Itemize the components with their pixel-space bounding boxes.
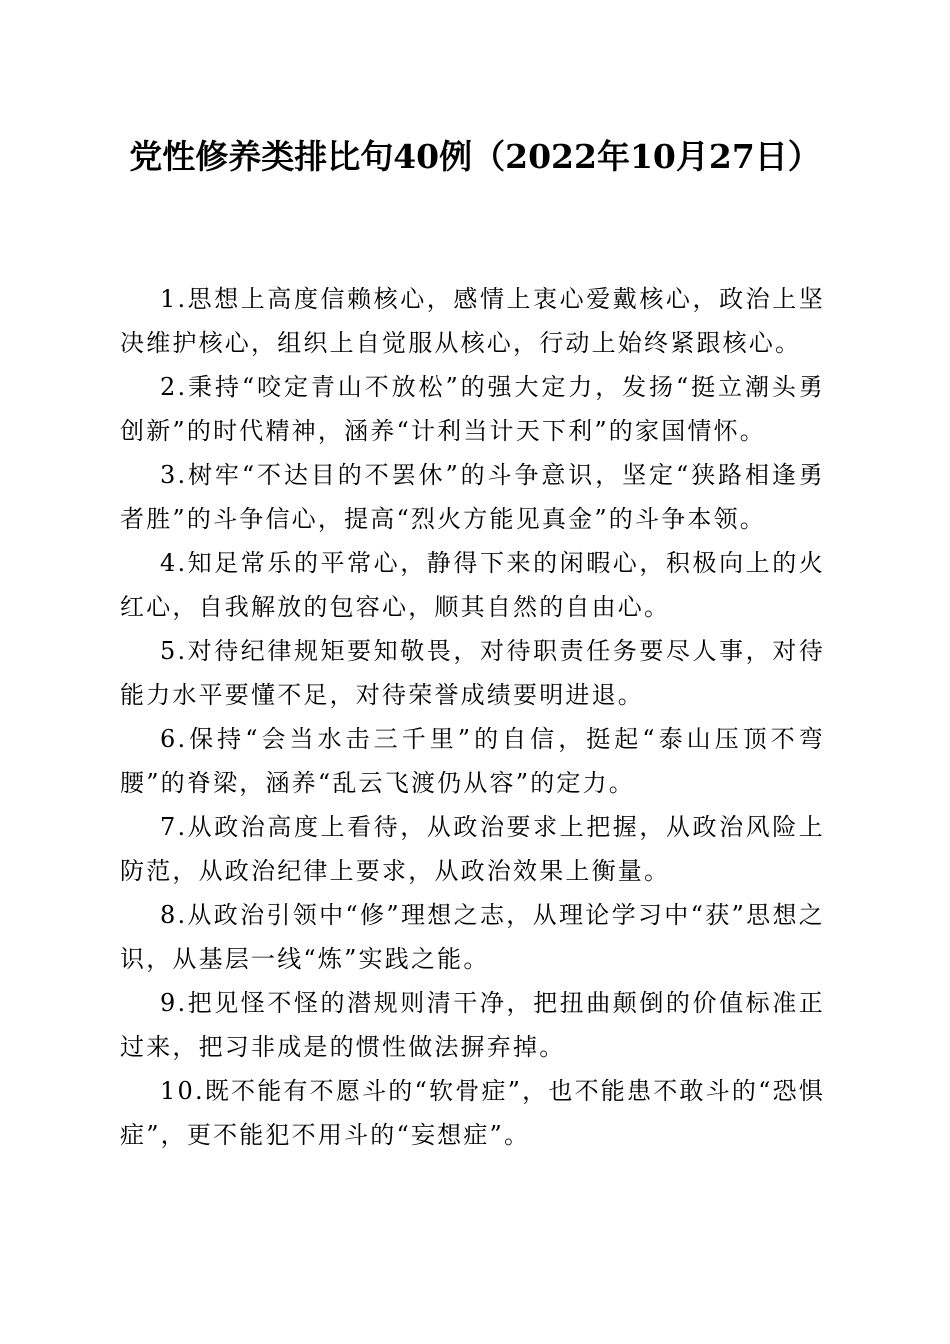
paragraph-9: 9.把见怪不怪的潜规则清干净，把扭曲颠倒的价值标准正过来，把习非成是的惯性做法摒弃掉。 — [120, 989, 825, 1061]
document-title: 党性修养类排比句40例（2022年10月27日） — [129, 137, 821, 176]
document-body — [120, 277, 825, 1157]
paragraph-6: 6.保持“会当水击三千里”的自信，挺起“泰山压顶不弯腰”的脊梁，涵养“乱云飞渡仍从容”的定力。 — [120, 725, 825, 797]
paragraph-4: 4.知足常乐的平常心，静得下来的闲暇心，积极向上的火红心，自我解放的包容心，顺其自然的自由心。 — [120, 549, 825, 621]
paragraph-8: 8.从政治引领中“修”理想之志，从理论学习中“获”思想之识，从基层一线“炼”实践之能。 — [120, 901, 825, 973]
paragraph-2: 2.秉持“咬定青山不放松”的强大定力，发扬“挺立潮头勇创新”的时代精神，涵养“计利当计天下利”的家国情怀。 — [120, 373, 825, 445]
paragraph-5: 5.对待纪律规矩要知敬畏，对待职责任务要尽人事，对待能力水平要懂不足，对待荣誉成绩要明进退。 — [120, 637, 825, 709]
paragraph-1: 1.思想上高度信赖核心，感情上衷心爱戴核心，政治上坚决维护核心，组织上自觉服从核心，行动上始终紧跟核心。 — [120, 285, 825, 357]
paragraph-10: 10.既不能有不愿斗的“软骨症”，也不能患不敢斗的“恐惧症”，更不能犯不用斗的“妄想症”。 — [120, 1077, 825, 1149]
paragraph-3: 3.树牢“不达目的不罢休”的斗争意识，坚定“狭路相逢勇者胜”的斗争信心，提高“烈火方能见真金”的斗争本领。 — [120, 461, 825, 533]
paragraph-7: 7.从政治高度上看待，从政治要求上把握，从政治风险上防范，从政治纪律上要求，从政治效果上衡量。 — [120, 813, 825, 885]
